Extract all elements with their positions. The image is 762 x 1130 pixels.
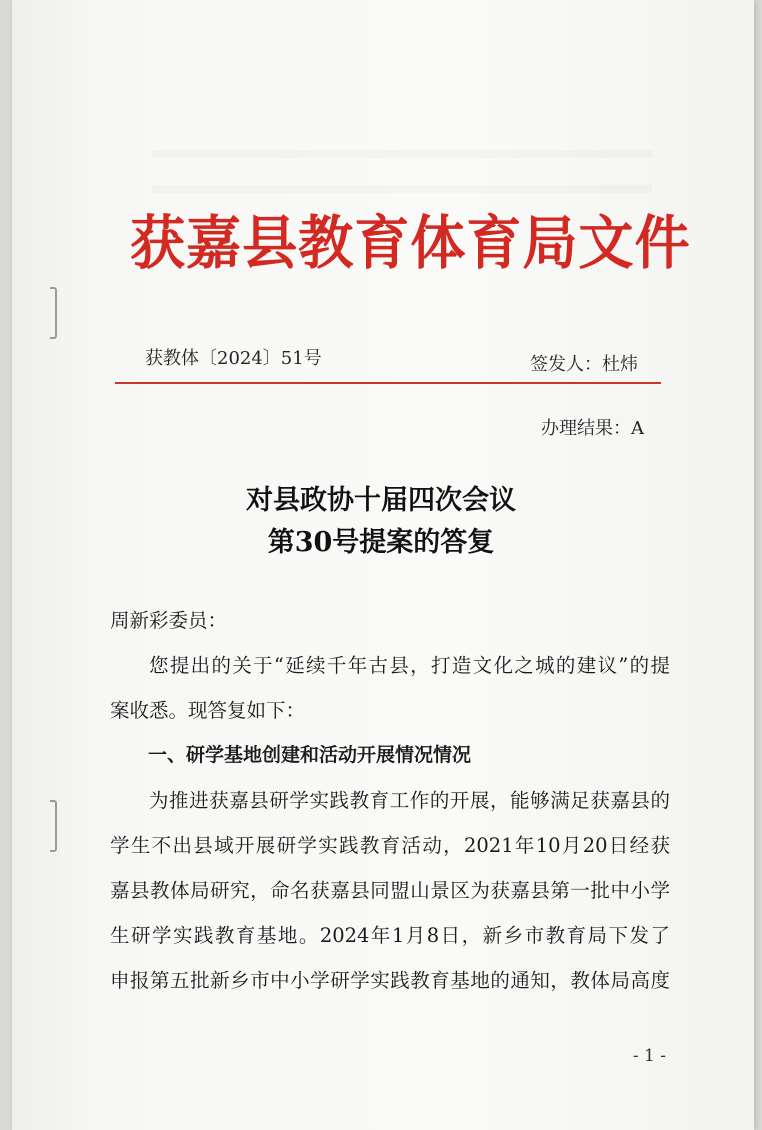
paragraph-line: 生研学实践教育基地。2024年1月8日，新乡市教育局下发了 bbox=[110, 924, 670, 947]
section-heading: 一、研学基地创建和活动开展情况情况 bbox=[148, 744, 472, 766]
staple-mark bbox=[50, 287, 57, 339]
reply-title bbox=[0, 480, 762, 564]
page-number: - 1 - bbox=[632, 1046, 666, 1066]
staple-mark bbox=[50, 800, 57, 852]
reply-title-line1: 对县政协十届四次会议 bbox=[246, 485, 516, 516]
signer: 签发人：杜炜 bbox=[530, 354, 638, 375]
salutation: 周新彩委员： bbox=[110, 609, 228, 632]
document-number: 获教体〔2024〕51号 bbox=[145, 348, 322, 369]
reply-title-line2: 第30号提案的答复 bbox=[267, 527, 495, 558]
paragraph-line: 申报第五批新乡市中小学研学实践教育基地的通知，教体局高度 bbox=[110, 969, 670, 992]
paragraph-line: 案收悉。现答复如下： bbox=[110, 699, 306, 722]
paragraph-line: 为推进获嘉县研学实践教育工作的开展，能够满足获嘉县的 bbox=[149, 789, 670, 812]
handling-result: 办理结果：A bbox=[541, 418, 644, 439]
paragraph-line: 您提出的关于“延续千年古县，打造文化之城的建议”的提 bbox=[149, 654, 670, 677]
paragraph-line: 嘉县教体局研究，命名获嘉县同盟山景区为获嘉县第一批中小学 bbox=[110, 879, 670, 902]
document-body bbox=[110, 598, 670, 1003]
document-header-title: 获嘉县教育体育局文件 bbox=[130, 209, 691, 277]
red-divider-line bbox=[115, 382, 661, 384]
bleed-through-mark bbox=[152, 150, 652, 158]
bleed-through-mark bbox=[152, 185, 652, 193]
paragraph-line: 学生不出县域开展研学实践教育活动，2021年10月20日经获 bbox=[110, 834, 670, 857]
